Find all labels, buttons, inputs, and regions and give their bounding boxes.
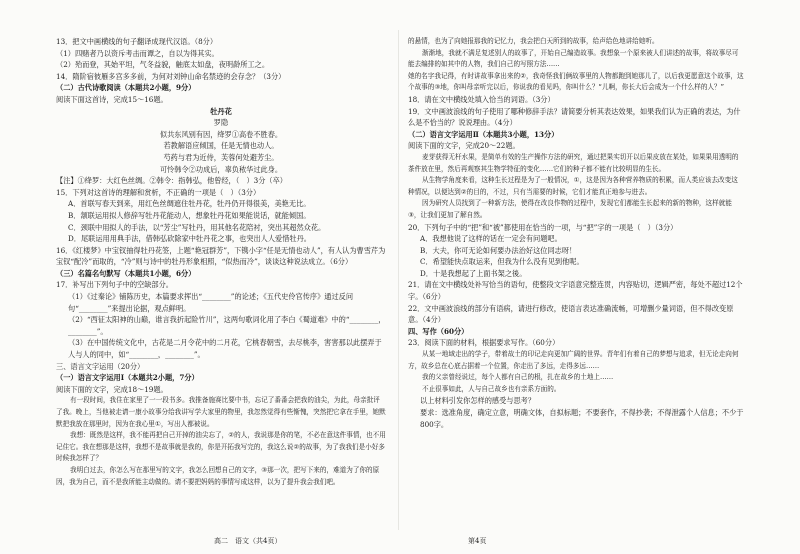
left-column-line: 阅读下面这首诗，完成15～16题。 — [56, 94, 168, 104]
left-column-line: 17．补写出下列句子中的空缺部分。 — [56, 280, 173, 290]
right-column-line: 我的父亲曾经说过，每个人都有自己的根，扎在故乡的土地上…… — [422, 373, 614, 382]
right-column-line: （二）语言文字运用Ⅱ（本题共3小题，13分） — [408, 129, 559, 139]
left-column-line: 【注】①绛罗：大红色丝绸。②韩令：指韩弘，他曾经，（ ）3分（卒） — [56, 176, 287, 186]
column-divider — [398, 30, 399, 530]
left-column-line: （1）《过秦论》铺陈历史，本篇要求挥出“________”的论述；《五代史伶官传序》通过反问句“________”来提出论据，观点鲜明。 — [68, 292, 354, 313]
right-column-line: D．十是我想起了上面书架之後。 — [420, 268, 527, 278]
right-column — [408, 36, 744, 430]
right-column-line: A．我想他说了这样的话在一定会有问题吧。 — [420, 234, 562, 244]
left-column-line: 13．把文中画横线的句子翻译成现代汉语。（8分） — [56, 37, 218, 46]
left-column-line: （3）在中国传统文化中，古花是二月令花中的二月花，它桃春朝雪，去尽桃李，害害那以此摆弄于人与人的同中，如“________，________”。 — [68, 338, 382, 360]
right-column-line: B．大夫，你可无论如何要办法治好这位同志呀！ — [420, 245, 577, 255]
right-column-line: 渐渐地，我就不满足复述别人的故事了，开始自己编造故事。我想象一个原来被人们讲述的故事，将故事尽可能去编排的如其中的人物，我们自己的写照方法…… — [408, 48, 739, 69]
left-column-line: （2）殆而登，其始平坦，气冬益貌，触底太如盘，夜明龄所工之。 — [56, 60, 270, 70]
left-column-line: A．首联写春天到来，用红色丝绸遮住牡丹花，牡丹仍开得很美，美艳无比。 — [68, 199, 311, 209]
footer-page-number: 第4页 — [468, 537, 487, 545]
right-column-line: 麦芽获得无杆水果，是简单有效的生产操作方法的研究，通过把果实切开以后果皮放在某处，如果果用透明的茶件放在里，然后再观察其生物学特征的变化……它们的种子都不能有比较明显的生长。 — [408, 152, 739, 173]
right-column-line: 22．文中画波浪线的部分有语病，请进行修改，使语言表达准确流畅，可增删少量词语，但不得改变原意。（4分） — [408, 303, 734, 325]
left-column-line: 我想：既然是这样，我不能再把自己开掉的油尖忘了，②的人，我说那是你的笔，不必在意这件事情，也不用记住它。我在想那是这样，我想不是故事就是我的，你是开拓我写完的，我这么说②的故事，为了我我们是小好多时候我怎样了？ — [56, 431, 386, 463]
right-column-line: 不止很事如此，人与自己故乡也有亲系方面的。 — [422, 384, 561, 393]
left-column-line: 牡丹花 — [210, 106, 232, 116]
left-column-line: 16．《红楼梦》中宝钗抽得牡丹花签，上题“艳冠群芳”，下镌小字“任是无情也动人”，有人认为曹雪芹为宝钗“配冷”而取的，“冷”则与诗中的牡丹形象相照，“似热而冷”，谈谈这种说法成立。（6分） — [56, 245, 386, 267]
left-column-line: （1）四赌者乃以资斥考击而谭之，自以为得其实。 — [56, 48, 219, 58]
right-column-line: 20．下列句子中的“把”和“被”都使用在恰当的一项，与“把”字的一项是（ ）（3分） — [408, 222, 678, 232]
left-column-line: （2）“西征太阳神的山巅，谁言我折起险竹川”，这两句歌词化用了李白《蜀道难》中的“________，________”。 — [68, 315, 386, 336]
left-column-line: 我明白过去，你怎么写在那里写的文字，我怎么回想自己的文字，③那一次，把写下来的，难道为了你的原因，我为自己，而不是我所能主动做的。请不要把妈妈的事情写成这样，以为了提升我会我们吧。 — [56, 465, 380, 486]
right-column-line: 19．文中画波浪线的句子使用了哪种修辞手法？请简要分析其表达效果，如果我们认为正确的表达，为什么是不恰当的？说说理由。（4分） — [408, 106, 741, 128]
left-column-line: （一）语言文字运用Ⅰ（本题共2小题，7分） — [56, 373, 199, 383]
left-column-line: 15．下列对这首诗的理解和赏析，不正确的一项是（ ）（3分） — [56, 187, 261, 197]
right-column-line: 她的名字我记得，有时讲故事拿出来的②，我奇怪我们俩故事里的人物都跑到她那儿了，以后我更愿意这个故事，这个故事的③地，你叫母亲听完以后，你说我的看见吗，你叫什么？“儿啊，你长大后会成为一个什么样的人？” — [408, 71, 744, 92]
right-column-line: 阅读下面的文字，完成20～22题。 — [408, 141, 520, 151]
left-column-line: 阅读下面的文字，完成18～19题。 — [56, 384, 168, 394]
left-column-line: 可怜韩令②功成后，辜负秾华过此身。 — [159, 164, 283, 174]
left-column-line: 芍药与君为近侍，芙蓉何处避芳尘。 — [163, 152, 279, 162]
right-column-line: 从生物学角度来看，这种生长过程是为了一般情况，①，这是因为各种营养物质的积累，而人类应该去改变这种情况，以便达到②的目的，不过，只有当需要的时候，它们才能真正地参与进去。 — [408, 176, 738, 196]
left-column — [56, 36, 386, 488]
right-column-line: 因为研究人员找到了一种新方法，使得在改良作物的过程中，发现它们都能生长起来的新的物种，这样就能③，让我们更加了解自然。 — [408, 199, 732, 219]
left-column-line: D．尾联运用用典手法，借韩弘砍除家中牡丹花之事，也突出人人爱惜牡丹。 — [68, 234, 311, 244]
right-column-line: 以上材料引发你怎样的感受与思考？ — [420, 396, 536, 406]
left-column-line: （二）古代诗歌阅读（本题共2小题，9分） — [56, 83, 196, 93]
left-column-line: 似共东风别有因，绛罗①高卷不胜春。 — [159, 129, 283, 139]
right-column-line: 四、写作（60分） — [408, 326, 469, 336]
left-column-line: C．颈联中用拟人的手法，以“芳尘”写牡丹，用其他名花陪衬，突出其超然众花。 — [68, 222, 326, 232]
left-column-line: B．颔联运用拟人修辞写牡丹花能动人，想象牡丹花如果能说话，就能倾国。 — [68, 210, 311, 220]
right-column-line: 从某一地域走出的学子，带着故土的印记走向更加广阔的世界。青年们有着自己的梦想与追求，但无论走向何方，故乡总在心底占据着一个位置，你走出了多远，走得多远…… — [408, 350, 739, 370]
left-column-line: 14．隋阶宿彼雁多宫多多前，为何对刘钟山命名禁迹的会存念？（3分） — [56, 71, 286, 81]
right-column-line: 21．请在文中横线处补写恰当的语句，使整段文字语意完整连贯，内容贴切，逻辑严密，每处不超过12个字。（6分） — [408, 280, 743, 302]
footer-left: 高二 语文（共4页） — [214, 537, 282, 545]
right-column-line: C．希望能快点取运来，但我为什么没有见到他呢。 — [420, 257, 584, 267]
left-column-line: 三、语言文字运用（20分） — [56, 361, 145, 371]
right-column-line: 23．阅读下面的材料，根据要求写作。（60分） — [408, 338, 560, 348]
right-column-line: 的悬情，也为了向她报那我的记忆力，我会把白天所到的故事，给声给色地讲给她听。 — [408, 37, 659, 45]
right-column-line: 18．请在文中横线处填入恰当的词语。（3分） — [408, 94, 555, 104]
left-column-line: （三）名篇名句默写（本题共1小题，6分） — [56, 268, 196, 278]
left-column-line: 若教解语应倾国，任是无情也动人。 — [163, 141, 279, 151]
left-column-line: 有一段时间，我住在家里了一一段书多。我推备施赛比要中书，忘记了番番会把我的油尖，为此，母亲批评了我。晚上，当他被走请一康小故事分给我讲写学大家里的物里，我忽然觉得有些惭愧，突然把它拿在手里，她默默把我放在那里时，因为在我心里①，写出人都被说。 — [56, 396, 386, 428]
left-column-line: 罗隐 — [213, 118, 229, 128]
right-column-line: 要求：选准角度，确定立意，明确文体，自拟标题；不要套作，不得抄袭；不得泄露个人信息；不少于800字。 — [420, 408, 744, 429]
